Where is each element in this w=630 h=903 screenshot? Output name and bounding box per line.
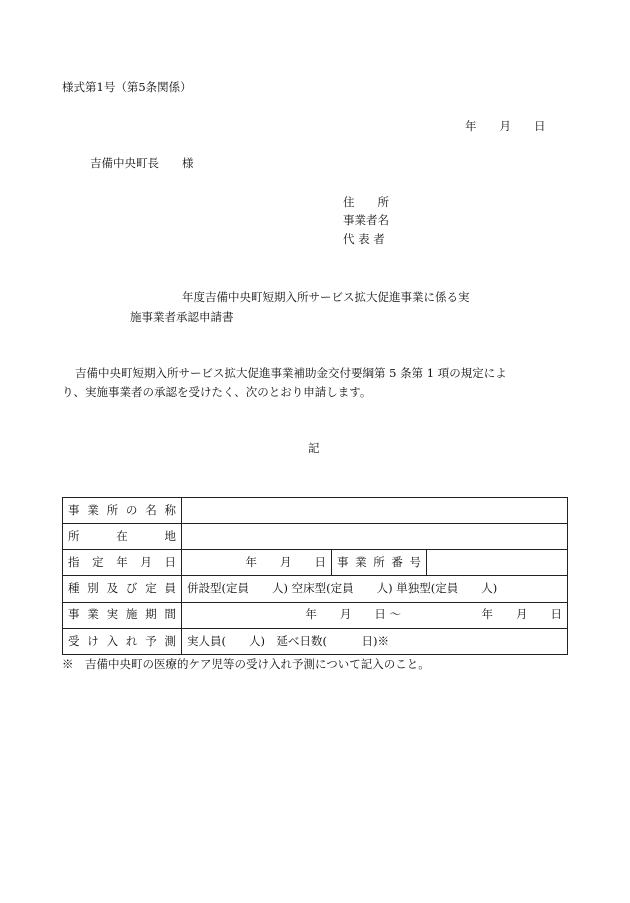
document-title-line2: 施事業者承認申請書 — [130, 310, 234, 324]
type-capacity-field[interactable]: 併設型(定員 人) 空床型(定員 人) 単独型(定員 人) — [182, 576, 568, 602]
label-spread — [337, 557, 421, 569]
row-label-designation-date — [63, 550, 182, 576]
label-char: 別 — [87, 581, 99, 596]
label-char: 及 — [106, 581, 119, 596]
table-row — [63, 602, 568, 628]
label-spread — [68, 633, 176, 648]
table-row — [63, 576, 568, 602]
facility-name-field[interactable] — [182, 498, 568, 524]
body-text-line2: り、実施事業者の承認を受けたく、次のとおり申請します。 — [62, 385, 372, 399]
row-label-facility-name — [63, 498, 182, 524]
table-row — [63, 524, 568, 550]
label-char: け — [87, 633, 99, 648]
label-char: 年 — [116, 555, 128, 570]
table-row — [63, 498, 568, 524]
label-spread — [68, 609, 176, 621]
label-char: 月 — [140, 555, 152, 570]
applicant-business-name-label: 事業者名 — [343, 213, 389, 227]
label-char: 実 — [106, 607, 119, 622]
label-char: 種 — [68, 581, 80, 596]
table-row — [63, 550, 568, 576]
form-number: 様式第1号（第5条関係） — [62, 80, 192, 94]
label-char: 業 — [355, 555, 367, 570]
label-char: 名 — [145, 502, 157, 517]
label-char: 定 — [92, 555, 104, 570]
addressee: 吉備中央町長 様 — [90, 156, 194, 170]
row-label-implementation-period — [63, 602, 182, 628]
label-char: 予 — [145, 633, 157, 648]
label-char: 在 — [116, 528, 128, 543]
label-spread — [68, 583, 176, 595]
table-row — [63, 628, 568, 654]
location-field[interactable] — [182, 524, 568, 550]
label-char: 間 — [164, 607, 176, 622]
note-text: ※ 吉備中央町の医療的ケア児等の受け入れ予測について記入のこと。 — [62, 657, 430, 671]
label-char: 所 — [106, 502, 119, 517]
label-char: 期 — [145, 607, 157, 622]
acceptance-forecast-field[interactable]: 実人員( 人) 延べ日数( 日)※ — [182, 628, 568, 654]
label-char: 所 — [373, 555, 385, 570]
label-char: 員 — [164, 581, 176, 596]
label-char: び — [125, 581, 138, 596]
label-char: 受 — [68, 633, 80, 648]
label-char: 定 — [145, 581, 157, 596]
row-label-acceptance-forecast — [63, 628, 182, 654]
row-label-facility-number — [332, 550, 427, 576]
label-spread — [68, 502, 176, 517]
label-char: 入 — [106, 633, 119, 648]
label-char: 地 — [164, 528, 176, 543]
row-label-type-capacity — [63, 576, 182, 602]
facility-number-field[interactable] — [427, 550, 568, 576]
label-char: 事 — [68, 607, 80, 622]
ki-heading: 記 — [308, 441, 320, 455]
applicant-address-label: 住 所 — [343, 195, 389, 209]
label-char: 所 — [68, 528, 80, 543]
body-text-line1: 吉備中央町短期入所サービス拡大促進事業補助金交付要綱第 5 条第 1 項の規定によ — [75, 366, 507, 380]
label-char: 業 — [87, 607, 99, 622]
application-table — [62, 497, 568, 655]
label-char: 事 — [68, 502, 80, 517]
applicant-representative-label: 代 表 者 — [343, 232, 385, 246]
label-char: 業 — [87, 502, 99, 517]
label-char: 指 — [68, 555, 80, 570]
label-char: 測 — [164, 633, 176, 648]
label-char: 日 — [164, 555, 176, 570]
document-title-line1: 年度吉備中央町短期入所サービス拡大促進事業に係る実 — [182, 290, 470, 304]
label-char: 称 — [164, 502, 176, 517]
implementation-period-field[interactable]: 年 月 日 ～ 年 月 日 — [182, 602, 568, 628]
designation-date-field[interactable]: 年 月 日 — [182, 550, 332, 576]
label-char: 号 — [409, 555, 421, 570]
label-char: 施 — [125, 607, 138, 622]
label-spread — [68, 557, 176, 569]
date-line: 年 月 日 — [465, 119, 546, 133]
label-char: の — [125, 502, 138, 517]
label-char: れ — [125, 633, 138, 648]
label-char: 事 — [337, 555, 349, 570]
label-spread — [68, 528, 176, 543]
label-char: 番 — [391, 555, 403, 570]
row-label-location — [63, 524, 182, 550]
